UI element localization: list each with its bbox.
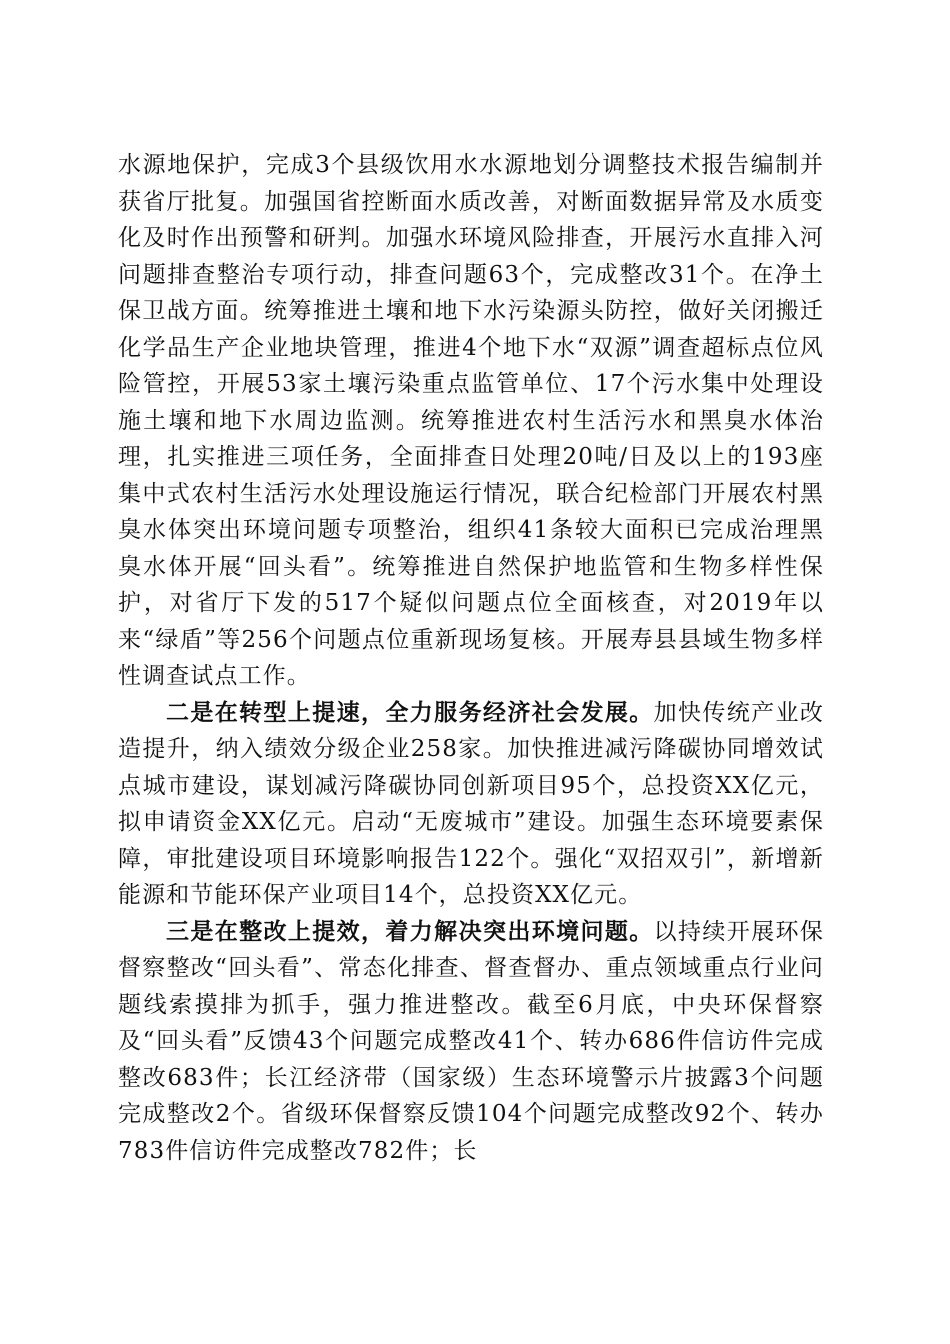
paragraph-text: 以持续开展环保督察整改“回头看”、常态化排查、督查督办、重点领域重点行业问题线索摸排为抓手，强力推进整改。截至6月底，中央环保督察及“回头看”反馈43个问题完成整改41个、转办686件信访件完成整改683件；长江经济带（国家级）生态环境警示片披露3个问题完成整改2个。省级环保督察反馈104个问题完成整改92个、转办783件信访件完成整改782件；长 [118,918,825,1164]
document-body [118,147,824,1169]
paragraph-water-soil-protection [118,147,824,695]
paragraph-transformation [118,695,824,914]
paragraph-rectification [118,914,824,1170]
paragraph-text: 水源地保护，完成3个县级饮用水水源地划分调整技术报告编制并获省厅批复。加强国省控断面水质改善，对断面数据异常及水质变化及时作出预警和研判。加强水环境风险排查，开展污水直排入河问题排查整治专项行动，排查问题63个，完成整改31个。在净土保卫战方面。统筹推进土壤和地下水污染源头防控，做好关闭搬迁化学品生产企业地块管理，推进4个地下水“双源”调查超标点位风险管控，开展53家土壤污染重点监管单位、17个污水集中处理设施土壤和地下水周边监测。统筹推进农村生活污水和黑臭水体治理，扎实推进三项任务，全面排查日处理20吨/日及以上的193座集中式农村生活污水处理设施运行情况，联合纪检部门开展农村黑臭水体突出环境问题专项整治，组织41条较大面积已完成治理黑臭水体开展“回头看”。统筹推进自然保护地监管和生物多样性保护，对省厅下发的517个疑似问题点位全面核查，对2019年以来“绿盾”等256个问题点位重新现场复核。开展寿县县域生物多样性调查试点工作。 [118,152,824,689]
paragraph-lead-heading: 三是在整改上提效，着力解决突出环境问题。 [166,917,654,945]
paragraph-lead-heading: 二是在转型上提速，全力服务经济社会发展。 [166,698,654,726]
paragraph-text: 加快传统产业改造提升，纳入绩效分级企业258家。加快推进减污降碳协同增效试点城市建设，谋划减污降碳协同创新项目95个，总投资XX亿元，拟申请资金XX亿元。启动“无废城市”建设。加强生态环境要素保障，审批建设项目环境影响报告122个。强化“双招双引”，新增新能源和节能环保产业项目14个，总投资XX亿元。 [118,699,825,908]
